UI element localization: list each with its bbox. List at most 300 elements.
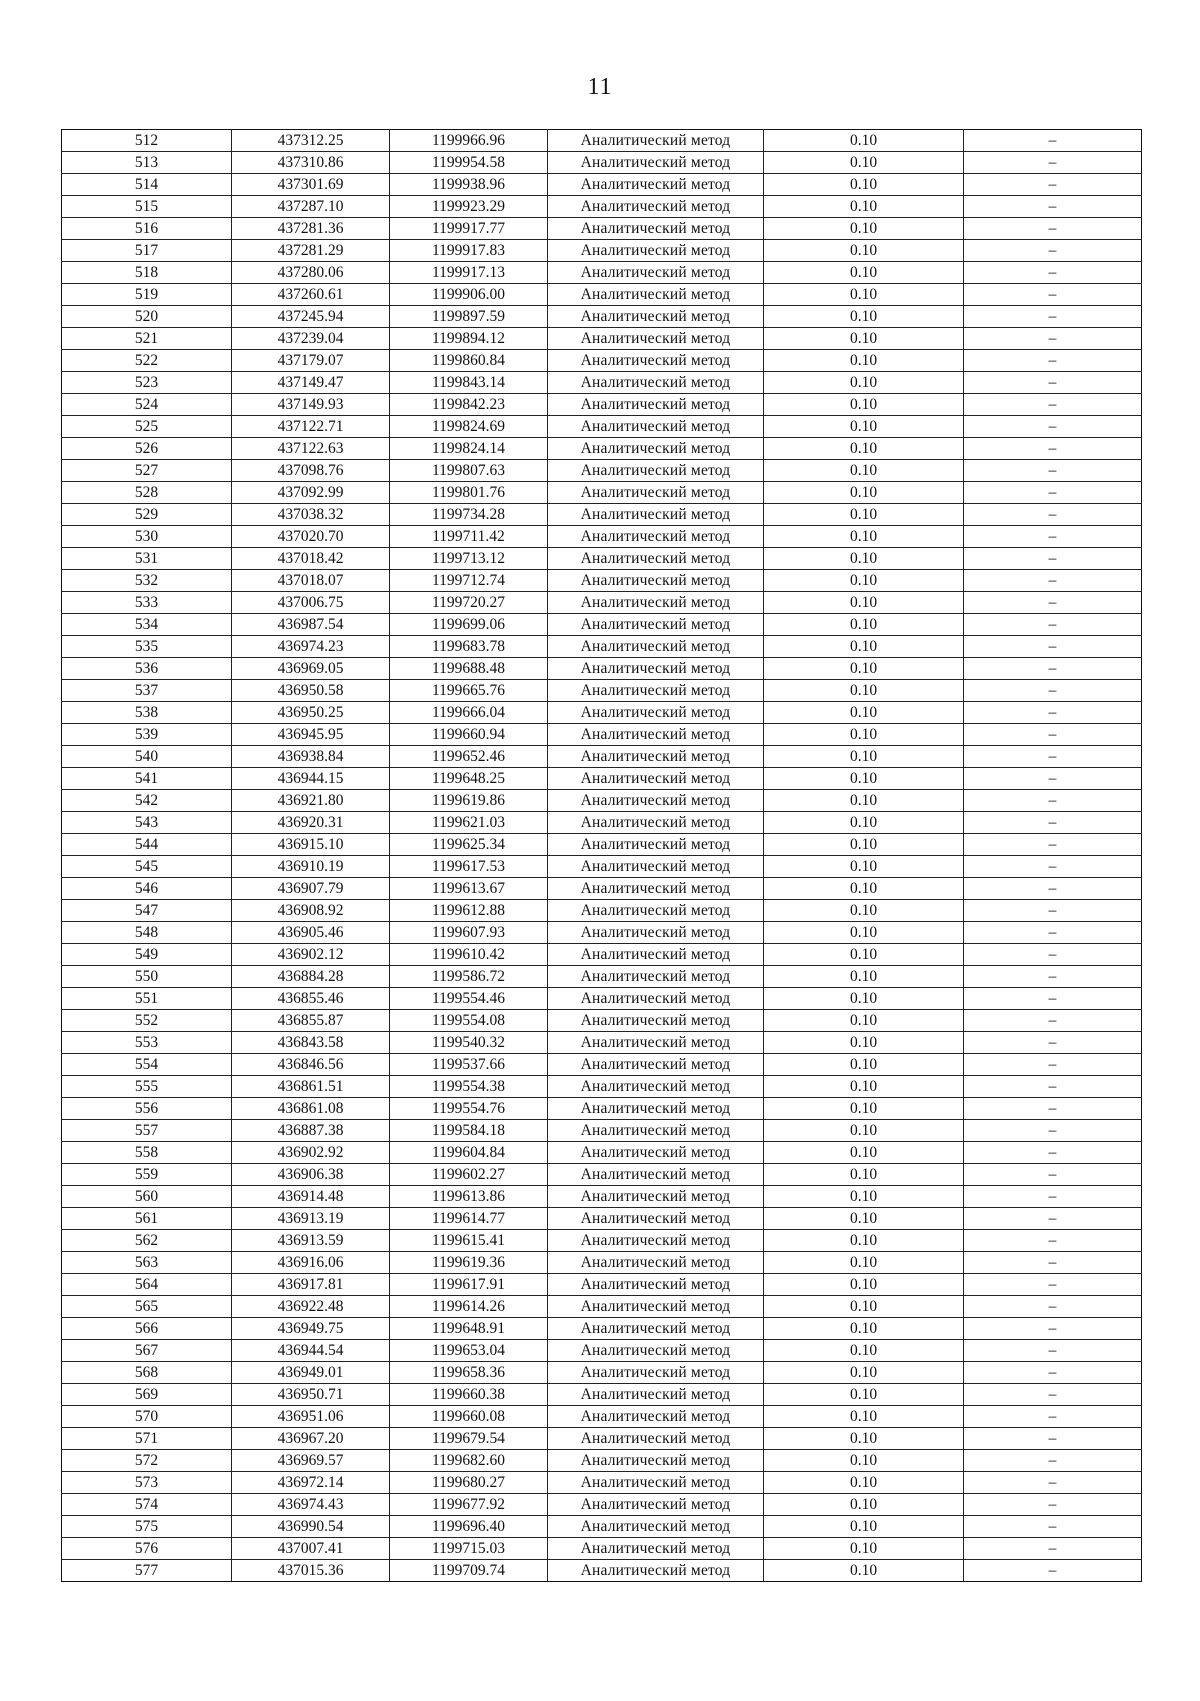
- method-cell: Аналитический метод: [548, 856, 764, 878]
- table-row: [62, 1208, 1142, 1230]
- note-cell: –: [964, 240, 1142, 262]
- y-coordinate-cell: 1199824.14: [390, 438, 548, 460]
- method-cell: Аналитический метод: [548, 1274, 764, 1296]
- method-cell: Аналитический метод: [548, 966, 764, 988]
- y-coordinate-cell: 1199625.34: [390, 834, 548, 856]
- x-coordinate-cell: 437018.42: [232, 548, 390, 570]
- method-cell: Аналитический метод: [548, 768, 764, 790]
- y-coordinate-cell: 1199807.63: [390, 460, 548, 482]
- coordinates-table-body: [62, 130, 1142, 1582]
- point-number-cell: 544: [62, 834, 232, 856]
- method-cell: Аналитический метод: [548, 1032, 764, 1054]
- table-row: [62, 746, 1142, 768]
- x-coordinate-cell: 436987.54: [232, 614, 390, 636]
- y-coordinate-cell: 1199554.76: [390, 1098, 548, 1120]
- x-coordinate-cell: 436949.75: [232, 1318, 390, 1340]
- y-coordinate-cell: 1199711.42: [390, 526, 548, 548]
- x-coordinate-cell: 436910.19: [232, 856, 390, 878]
- y-coordinate-cell: 1199713.12: [390, 548, 548, 570]
- table-row: [62, 900, 1142, 922]
- table-row: [62, 350, 1142, 372]
- note-cell: –: [964, 1142, 1142, 1164]
- x-coordinate-cell: 436884.28: [232, 966, 390, 988]
- table-row: [62, 1516, 1142, 1538]
- note-cell: –: [964, 966, 1142, 988]
- point-number-cell: 555: [62, 1076, 232, 1098]
- point-number-cell: 516: [62, 218, 232, 240]
- accuracy-cell: 0.10: [764, 526, 964, 548]
- note-cell: –: [964, 416, 1142, 438]
- y-coordinate-cell: 1199917.13: [390, 262, 548, 284]
- x-coordinate-cell: 436951.06: [232, 1406, 390, 1428]
- point-number-cell: 567: [62, 1340, 232, 1362]
- table-row: [62, 262, 1142, 284]
- point-number-cell: 514: [62, 174, 232, 196]
- accuracy-cell: 0.10: [764, 372, 964, 394]
- table-row: [62, 1252, 1142, 1274]
- method-cell: Аналитический метод: [548, 1362, 764, 1384]
- note-cell: –: [964, 1098, 1142, 1120]
- note-cell: –: [964, 328, 1142, 350]
- y-coordinate-cell: 1199658.36: [390, 1362, 548, 1384]
- method-cell: Аналитический метод: [548, 1406, 764, 1428]
- point-number-cell: 564: [62, 1274, 232, 1296]
- table-row: [62, 1362, 1142, 1384]
- note-cell: –: [964, 394, 1142, 416]
- note-cell: –: [964, 152, 1142, 174]
- y-coordinate-cell: 1199648.91: [390, 1318, 548, 1340]
- accuracy-cell: 0.10: [764, 394, 964, 416]
- point-number-cell: 523: [62, 372, 232, 394]
- point-number-cell: 518: [62, 262, 232, 284]
- table-row: [62, 1120, 1142, 1142]
- point-number-cell: 515: [62, 196, 232, 218]
- accuracy-cell: 0.10: [764, 1098, 964, 1120]
- point-number-cell: 575: [62, 1516, 232, 1538]
- x-coordinate-cell: 437122.63: [232, 438, 390, 460]
- method-cell: Аналитический метод: [548, 922, 764, 944]
- method-cell: Аналитический метод: [548, 1142, 764, 1164]
- method-cell: Аналитический метод: [548, 1230, 764, 1252]
- method-cell: Аналитический метод: [548, 1340, 764, 1362]
- table-row: [62, 1230, 1142, 1252]
- y-coordinate-cell: 1199660.94: [390, 724, 548, 746]
- table-row: [62, 636, 1142, 658]
- note-cell: –: [964, 1494, 1142, 1516]
- table-row: [62, 856, 1142, 878]
- x-coordinate-cell: 436902.92: [232, 1142, 390, 1164]
- x-coordinate-cell: 436967.20: [232, 1428, 390, 1450]
- table-row: [62, 1296, 1142, 1318]
- accuracy-cell: 0.10: [764, 438, 964, 460]
- accuracy-cell: 0.10: [764, 1010, 964, 1032]
- note-cell: –: [964, 1252, 1142, 1274]
- accuracy-cell: 0.10: [764, 1560, 964, 1582]
- x-coordinate-cell: 436908.92: [232, 900, 390, 922]
- point-number-cell: 553: [62, 1032, 232, 1054]
- x-coordinate-cell: 437015.36: [232, 1560, 390, 1582]
- table-row: [62, 812, 1142, 834]
- table-row: [62, 878, 1142, 900]
- x-coordinate-cell: 436922.48: [232, 1296, 390, 1318]
- note-cell: –: [964, 1560, 1142, 1582]
- point-number-cell: 559: [62, 1164, 232, 1186]
- accuracy-cell: 0.10: [764, 592, 964, 614]
- y-coordinate-cell: 1199683.78: [390, 636, 548, 658]
- accuracy-cell: 0.10: [764, 922, 964, 944]
- y-coordinate-cell: 1199613.67: [390, 878, 548, 900]
- y-coordinate-cell: 1199677.92: [390, 1494, 548, 1516]
- point-number-cell: 513: [62, 152, 232, 174]
- accuracy-cell: 0.10: [764, 460, 964, 482]
- accuracy-cell: 0.10: [764, 1428, 964, 1450]
- y-coordinate-cell: 1199734.28: [390, 504, 548, 526]
- accuracy-cell: 0.10: [764, 306, 964, 328]
- table-row: [62, 240, 1142, 262]
- method-cell: Аналитический метод: [548, 592, 764, 614]
- x-coordinate-cell: 437301.69: [232, 174, 390, 196]
- accuracy-cell: 0.10: [764, 1362, 964, 1384]
- x-coordinate-cell: 436902.12: [232, 944, 390, 966]
- y-coordinate-cell: 1199720.27: [390, 592, 548, 614]
- table-row: [62, 482, 1142, 504]
- accuracy-cell: 0.10: [764, 636, 964, 658]
- point-number-cell: 526: [62, 438, 232, 460]
- x-coordinate-cell: 437149.93: [232, 394, 390, 416]
- accuracy-cell: 0.10: [764, 790, 964, 812]
- y-coordinate-cell: 1199660.08: [390, 1406, 548, 1428]
- note-cell: –: [964, 284, 1142, 306]
- x-coordinate-cell: 436974.43: [232, 1494, 390, 1516]
- method-cell: Аналитический метод: [548, 1516, 764, 1538]
- point-number-cell: 543: [62, 812, 232, 834]
- y-coordinate-cell: 1199554.46: [390, 988, 548, 1010]
- point-number-cell: 552: [62, 1010, 232, 1032]
- table-row: [62, 1274, 1142, 1296]
- accuracy-cell: 0.10: [764, 1208, 964, 1230]
- point-number-cell: 572: [62, 1450, 232, 1472]
- method-cell: Аналитический метод: [548, 350, 764, 372]
- method-cell: Аналитический метод: [548, 1472, 764, 1494]
- point-number-cell: 528: [62, 482, 232, 504]
- method-cell: Аналитический метод: [548, 130, 764, 152]
- x-coordinate-cell: 437007.41: [232, 1538, 390, 1560]
- table-row: [62, 152, 1142, 174]
- method-cell: Аналитический метод: [548, 416, 764, 438]
- x-coordinate-cell: 436945.95: [232, 724, 390, 746]
- table-row: [62, 1318, 1142, 1340]
- method-cell: Аналитический метод: [548, 834, 764, 856]
- method-cell: Аналитический метод: [548, 504, 764, 526]
- note-cell: –: [964, 878, 1142, 900]
- table-row: [62, 1032, 1142, 1054]
- accuracy-cell: 0.10: [764, 900, 964, 922]
- point-number-cell: 531: [62, 548, 232, 570]
- method-cell: Аналитический метод: [548, 1120, 764, 1142]
- note-cell: –: [964, 218, 1142, 240]
- method-cell: Аналитический метод: [548, 658, 764, 680]
- point-number-cell: 519: [62, 284, 232, 306]
- x-coordinate-cell: 437122.71: [232, 416, 390, 438]
- method-cell: Аналитический метод: [548, 988, 764, 1010]
- y-coordinate-cell: 1199648.25: [390, 768, 548, 790]
- note-cell: –: [964, 196, 1142, 218]
- y-coordinate-cell: 1199540.32: [390, 1032, 548, 1054]
- point-number-cell: 525: [62, 416, 232, 438]
- x-coordinate-cell: 436843.58: [232, 1032, 390, 1054]
- point-number-cell: 512: [62, 130, 232, 152]
- point-number-cell: 576: [62, 1538, 232, 1560]
- x-coordinate-cell: 437006.75: [232, 592, 390, 614]
- method-cell: Аналитический метод: [548, 460, 764, 482]
- note-cell: –: [964, 1428, 1142, 1450]
- method-cell: Аналитический метод: [548, 614, 764, 636]
- table-row: [62, 570, 1142, 592]
- accuracy-cell: 0.10: [764, 174, 964, 196]
- accuracy-cell: 0.10: [764, 416, 964, 438]
- accuracy-cell: 0.10: [764, 614, 964, 636]
- y-coordinate-cell: 1199906.00: [390, 284, 548, 306]
- x-coordinate-cell: 436944.15: [232, 768, 390, 790]
- accuracy-cell: 0.10: [764, 1318, 964, 1340]
- y-coordinate-cell: 1199966.96: [390, 130, 548, 152]
- accuracy-cell: 0.10: [764, 1142, 964, 1164]
- point-number-cell: 541: [62, 768, 232, 790]
- accuracy-cell: 0.10: [764, 1252, 964, 1274]
- accuracy-cell: 0.10: [764, 1296, 964, 1318]
- method-cell: Аналитический метод: [548, 240, 764, 262]
- accuracy-cell: 0.10: [764, 240, 964, 262]
- method-cell: Аналитический метод: [548, 548, 764, 570]
- point-number-cell: 558: [62, 1142, 232, 1164]
- accuracy-cell: 0.10: [764, 482, 964, 504]
- point-number-cell: 524: [62, 394, 232, 416]
- y-coordinate-cell: 1199860.84: [390, 350, 548, 372]
- x-coordinate-cell: 436914.48: [232, 1186, 390, 1208]
- point-number-cell: 520: [62, 306, 232, 328]
- note-cell: –: [964, 724, 1142, 746]
- accuracy-cell: 0.10: [764, 350, 964, 372]
- y-coordinate-cell: 1199843.14: [390, 372, 548, 394]
- y-coordinate-cell: 1199614.77: [390, 1208, 548, 1230]
- table-row: [62, 438, 1142, 460]
- table-row: [62, 768, 1142, 790]
- y-coordinate-cell: 1199712.74: [390, 570, 548, 592]
- note-cell: –: [964, 680, 1142, 702]
- y-coordinate-cell: 1199584.18: [390, 1120, 548, 1142]
- point-number-cell: 539: [62, 724, 232, 746]
- point-number-cell: 548: [62, 922, 232, 944]
- table-row: [62, 130, 1142, 152]
- method-cell: Аналитический метод: [548, 900, 764, 922]
- x-coordinate-cell: 436950.71: [232, 1384, 390, 1406]
- accuracy-cell: 0.10: [764, 1450, 964, 1472]
- point-number-cell: 529: [62, 504, 232, 526]
- x-coordinate-cell: 436990.54: [232, 1516, 390, 1538]
- accuracy-cell: 0.10: [764, 1120, 964, 1142]
- point-number-cell: 570: [62, 1406, 232, 1428]
- point-number-cell: 577: [62, 1560, 232, 1582]
- table-row: [62, 372, 1142, 394]
- x-coordinate-cell: 437312.25: [232, 130, 390, 152]
- note-cell: –: [964, 900, 1142, 922]
- method-cell: Аналитический метод: [548, 1252, 764, 1274]
- y-coordinate-cell: 1199604.84: [390, 1142, 548, 1164]
- note-cell: –: [964, 1340, 1142, 1362]
- accuracy-cell: 0.10: [764, 1472, 964, 1494]
- y-coordinate-cell: 1199917.83: [390, 240, 548, 262]
- table-row: [62, 1054, 1142, 1076]
- table-row: [62, 1340, 1142, 1362]
- point-number-cell: 517: [62, 240, 232, 262]
- x-coordinate-cell: 436950.58: [232, 680, 390, 702]
- note-cell: –: [964, 1296, 1142, 1318]
- y-coordinate-cell: 1199619.36: [390, 1252, 548, 1274]
- table-row: [62, 1560, 1142, 1582]
- table-row: [62, 196, 1142, 218]
- table-row: [62, 790, 1142, 812]
- point-number-cell: 537: [62, 680, 232, 702]
- note-cell: –: [964, 1076, 1142, 1098]
- point-number-cell: 556: [62, 1098, 232, 1120]
- table-row: [62, 988, 1142, 1010]
- table-row: [62, 460, 1142, 482]
- point-number-cell: 530: [62, 526, 232, 548]
- note-cell: –: [964, 614, 1142, 636]
- point-number-cell: 562: [62, 1230, 232, 1252]
- method-cell: Аналитический метод: [548, 394, 764, 416]
- method-cell: Аналитический метод: [548, 878, 764, 900]
- method-cell: Аналитический метод: [548, 284, 764, 306]
- x-coordinate-cell: 436916.06: [232, 1252, 390, 1274]
- method-cell: Аналитический метод: [548, 482, 764, 504]
- y-coordinate-cell: 1199621.03: [390, 812, 548, 834]
- accuracy-cell: 0.10: [764, 130, 964, 152]
- point-number-cell: 557: [62, 1120, 232, 1142]
- point-number-cell: 545: [62, 856, 232, 878]
- table-row: [62, 1428, 1142, 1450]
- note-cell: –: [964, 1450, 1142, 1472]
- table-row: [62, 1186, 1142, 1208]
- x-coordinate-cell: 436905.46: [232, 922, 390, 944]
- note-cell: –: [964, 1186, 1142, 1208]
- accuracy-cell: 0.10: [764, 988, 964, 1010]
- note-cell: –: [964, 372, 1142, 394]
- accuracy-cell: 0.10: [764, 1032, 964, 1054]
- note-cell: –: [964, 1010, 1142, 1032]
- method-cell: Аналитический метод: [548, 372, 764, 394]
- accuracy-cell: 0.10: [764, 658, 964, 680]
- accuracy-cell: 0.10: [764, 1164, 964, 1186]
- method-cell: Аналитический метод: [548, 1076, 764, 1098]
- x-coordinate-cell: 436907.79: [232, 878, 390, 900]
- point-number-cell: 554: [62, 1054, 232, 1076]
- note-cell: –: [964, 526, 1142, 548]
- point-number-cell: 532: [62, 570, 232, 592]
- x-coordinate-cell: 436861.51: [232, 1076, 390, 1098]
- y-coordinate-cell: 1199619.86: [390, 790, 548, 812]
- x-coordinate-cell: 436938.84: [232, 746, 390, 768]
- point-number-cell: 568: [62, 1362, 232, 1384]
- accuracy-cell: 0.10: [764, 504, 964, 526]
- accuracy-cell: 0.10: [764, 680, 964, 702]
- table-row: [62, 592, 1142, 614]
- table-row: [62, 1472, 1142, 1494]
- note-cell: –: [964, 262, 1142, 284]
- table-row: [62, 702, 1142, 724]
- point-number-cell: 560: [62, 1186, 232, 1208]
- accuracy-cell: 0.10: [764, 1538, 964, 1560]
- x-coordinate-cell: 436969.57: [232, 1450, 390, 1472]
- method-cell: Аналитический метод: [548, 636, 764, 658]
- note-cell: –: [964, 1164, 1142, 1186]
- x-coordinate-cell: 436855.87: [232, 1010, 390, 1032]
- method-cell: Аналитический метод: [548, 702, 764, 724]
- y-coordinate-cell: 1199613.86: [390, 1186, 548, 1208]
- table-row: [62, 328, 1142, 350]
- accuracy-cell: 0.10: [764, 878, 964, 900]
- table-row: [62, 1384, 1142, 1406]
- table-row: [62, 724, 1142, 746]
- y-coordinate-cell: 1199696.40: [390, 1516, 548, 1538]
- note-cell: –: [964, 834, 1142, 856]
- note-cell: –: [964, 1208, 1142, 1230]
- method-cell: Аналитический метод: [548, 1494, 764, 1516]
- method-cell: Аналитический метод: [548, 1296, 764, 1318]
- method-cell: Аналитический метод: [548, 218, 764, 240]
- x-coordinate-cell: 437179.07: [232, 350, 390, 372]
- accuracy-cell: 0.10: [764, 1406, 964, 1428]
- note-cell: –: [964, 812, 1142, 834]
- accuracy-cell: 0.10: [764, 328, 964, 350]
- x-coordinate-cell: 436906.38: [232, 1164, 390, 1186]
- x-coordinate-cell: 437092.99: [232, 482, 390, 504]
- accuracy-cell: 0.10: [764, 1230, 964, 1252]
- accuracy-cell: 0.10: [764, 856, 964, 878]
- point-number-cell: 571: [62, 1428, 232, 1450]
- y-coordinate-cell: 1199617.53: [390, 856, 548, 878]
- note-cell: –: [964, 702, 1142, 724]
- point-number-cell: 542: [62, 790, 232, 812]
- method-cell: Аналитический метод: [548, 174, 764, 196]
- table-row: [62, 1164, 1142, 1186]
- y-coordinate-cell: 1199615.41: [390, 1230, 548, 1252]
- table-row: [62, 306, 1142, 328]
- accuracy-cell: 0.10: [764, 966, 964, 988]
- accuracy-cell: 0.10: [764, 702, 964, 724]
- accuracy-cell: 0.10: [764, 1186, 964, 1208]
- table-row: [62, 680, 1142, 702]
- x-coordinate-cell: 436887.38: [232, 1120, 390, 1142]
- table-row: [62, 658, 1142, 680]
- method-cell: Аналитический метод: [548, 262, 764, 284]
- method-cell: Аналитический метод: [548, 570, 764, 592]
- accuracy-cell: 0.10: [764, 152, 964, 174]
- note-cell: –: [964, 460, 1142, 482]
- method-cell: Аналитический метод: [548, 1538, 764, 1560]
- note-cell: –: [964, 1472, 1142, 1494]
- x-coordinate-cell: 437280.06: [232, 262, 390, 284]
- y-coordinate-cell: 1199842.23: [390, 394, 548, 416]
- table-row: [62, 834, 1142, 856]
- x-coordinate-cell: 437281.29: [232, 240, 390, 262]
- y-coordinate-cell: 1199954.58: [390, 152, 548, 174]
- x-coordinate-cell: 436915.10: [232, 834, 390, 856]
- point-number-cell: 540: [62, 746, 232, 768]
- note-cell: –: [964, 636, 1142, 658]
- accuracy-cell: 0.10: [764, 1340, 964, 1362]
- note-cell: –: [964, 1230, 1142, 1252]
